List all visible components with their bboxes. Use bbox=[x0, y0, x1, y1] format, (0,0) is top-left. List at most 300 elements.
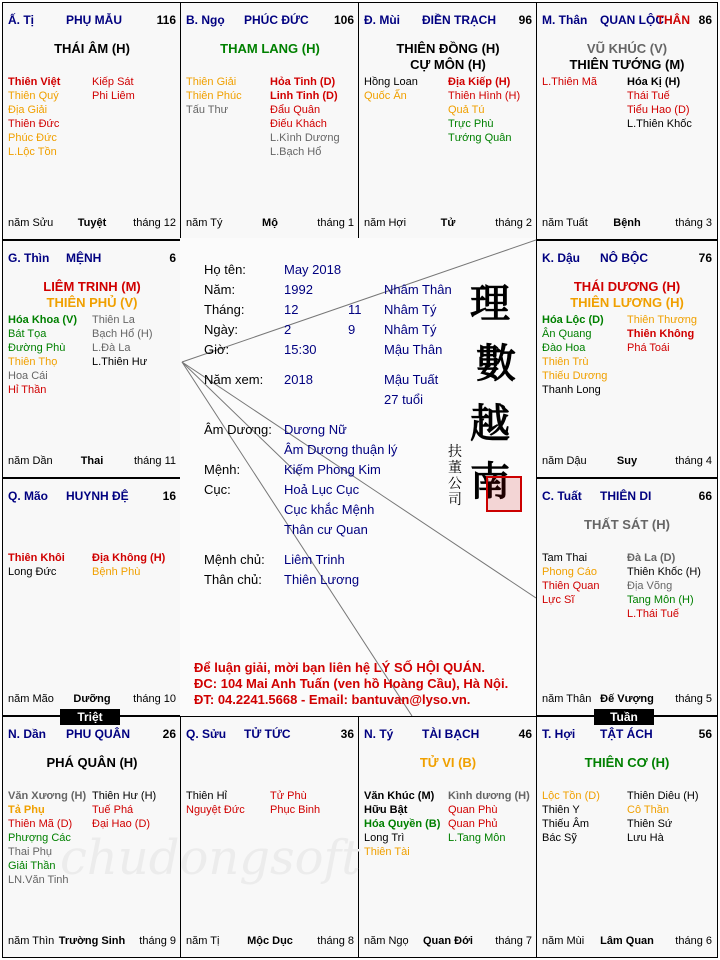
star: Đẩu Quân bbox=[270, 104, 321, 116]
view-year-label: Năm xem: bbox=[204, 372, 264, 387]
star: Quan Phủ bbox=[448, 818, 498, 830]
star: Ân Quang bbox=[542, 328, 592, 340]
palace-number: 86 bbox=[698, 13, 712, 27]
palace-position: Q. Sửu bbox=[186, 727, 227, 741]
palace-name: PHU QUÂN bbox=[66, 727, 131, 741]
palace-number: 16 bbox=[162, 489, 176, 503]
palace-number: 76 bbox=[698, 251, 712, 265]
palace-number: 36 bbox=[340, 727, 354, 741]
palace-dau bbox=[536, 240, 718, 478]
star: Phá Toái bbox=[627, 342, 670, 354]
stars-left bbox=[186, 789, 270, 817]
main-stars bbox=[537, 41, 717, 73]
palace-position: Q. Mão bbox=[8, 489, 49, 503]
palace-than bbox=[536, 2, 718, 240]
palace-header bbox=[542, 251, 712, 267]
star: Hóa Khoa (V) bbox=[8, 314, 78, 326]
calligraphy-small: 扶董公司 bbox=[448, 444, 462, 508]
palace-position: B. Ngọ bbox=[186, 13, 225, 27]
menh-chu-label: Mệnh chủ: bbox=[204, 552, 265, 567]
main-star: LIÊM TRINH (M) bbox=[43, 279, 141, 294]
star: Thiên Khốc (H) bbox=[627, 566, 701, 578]
stars-left bbox=[186, 75, 270, 159]
stars-right bbox=[92, 313, 176, 397]
palace-year: năm Tị bbox=[186, 935, 220, 947]
stars-right bbox=[627, 789, 712, 845]
name-label: Họ tên: bbox=[204, 262, 246, 277]
palace-month: tháng 1 bbox=[317, 217, 354, 229]
star: Tấu Thư bbox=[186, 104, 229, 116]
star: L.Thiên Mã bbox=[542, 76, 598, 88]
stars-left bbox=[8, 75, 92, 159]
star: Kình dương (H) bbox=[448, 790, 530, 802]
menh-label: Mệnh: bbox=[204, 462, 241, 477]
palace-ngo bbox=[180, 2, 360, 240]
star: Thiên Thương bbox=[627, 314, 698, 326]
star: Thiên Hình (H) bbox=[448, 90, 521, 102]
palace-month: tháng 3 bbox=[675, 217, 712, 229]
star: Thiên Quan bbox=[542, 580, 600, 592]
main-stars bbox=[181, 41, 359, 57]
star: Thái Tuế bbox=[627, 90, 670, 102]
star: Điếu Khách bbox=[270, 118, 327, 130]
stars-left bbox=[364, 75, 448, 145]
star: Hỏa Tinh (D) bbox=[270, 76, 336, 88]
minor-stars bbox=[542, 313, 712, 397]
main-stars bbox=[3, 279, 181, 311]
star: L.Lộc Tồn bbox=[8, 146, 57, 158]
star: Văn Khúc (M) bbox=[364, 790, 435, 802]
palace-name: THIÊN DI bbox=[600, 489, 652, 503]
palace-footer bbox=[8, 935, 176, 949]
palace-stage: Đế Vượng bbox=[600, 693, 654, 705]
palace-header bbox=[186, 727, 354, 743]
stars-right bbox=[270, 75, 354, 159]
palace-header bbox=[186, 13, 354, 29]
star: Hóa Lộc (D) bbox=[542, 314, 604, 326]
stars-left bbox=[542, 313, 627, 397]
main-stars bbox=[3, 41, 181, 57]
palace-position: N. Tý bbox=[364, 727, 394, 741]
star: L.Thiên Hư bbox=[92, 356, 148, 368]
stars-left bbox=[8, 313, 92, 397]
main-star: THAM LANG (H) bbox=[220, 41, 320, 56]
star: Phong Cáo bbox=[542, 566, 598, 578]
palace-month: tháng 9 bbox=[139, 935, 176, 947]
main-stars bbox=[537, 517, 717, 533]
star: Hóa Kị (H) bbox=[627, 76, 681, 88]
palace-footer bbox=[186, 935, 354, 949]
than-chu-value: Thiên Lương bbox=[284, 572, 360, 587]
minor-stars bbox=[8, 313, 176, 397]
palace-year: năm Tý bbox=[186, 217, 223, 229]
star: Bác Sỹ bbox=[542, 832, 577, 844]
palace-year: năm Dậu bbox=[542, 455, 587, 467]
star: Địa Kiếp (H) bbox=[448, 76, 511, 88]
palace-year: năm Tuất bbox=[542, 217, 588, 229]
main-star: PHÁ QUÂN (H) bbox=[46, 755, 138, 770]
star: Thiên Trù bbox=[542, 356, 589, 368]
palace-footer bbox=[8, 693, 176, 707]
palace-thin bbox=[2, 240, 182, 478]
month-label: Tháng: bbox=[204, 302, 245, 317]
palace-month: tháng 10 bbox=[133, 693, 176, 705]
palace-year: năm Mão bbox=[8, 693, 54, 705]
star: Đường Phù bbox=[8, 342, 66, 354]
palace-year: năm Hợi bbox=[364, 217, 407, 229]
palace-stage: Mộc Dục bbox=[247, 935, 293, 947]
palace-ti bbox=[358, 716, 538, 958]
main-star: THẤT SÁT (H) bbox=[584, 517, 670, 532]
star: Thiên Khôi bbox=[8, 552, 65, 564]
palace-month: tháng 8 bbox=[317, 935, 354, 947]
palace-name: TẬT ÁCH bbox=[600, 727, 653, 741]
palace-position: Đ. Mùi bbox=[364, 13, 400, 27]
palace-hoi bbox=[536, 716, 718, 958]
contact-line-1: Để luận giải, mời bạn liên hệ LÝ SỐ HỘI QUÁN. bbox=[194, 660, 485, 675]
stars-right bbox=[92, 551, 176, 579]
am-duong-value: Dương Nữ bbox=[284, 422, 347, 437]
star: Bạch Hổ (H) bbox=[92, 328, 153, 340]
main-star: THIÊN ĐỒNG (H) bbox=[396, 41, 500, 56]
star: L.Bạch Hổ bbox=[270, 146, 322, 158]
palace-header bbox=[8, 727, 176, 743]
star: Hoa Cái bbox=[8, 370, 48, 382]
star: Đà La (D) bbox=[627, 552, 676, 564]
palace-month: tháng 6 bbox=[675, 935, 712, 947]
star: Thiên Tài bbox=[364, 846, 410, 858]
star: Tuế Phá bbox=[92, 804, 134, 816]
star: Thiên Y bbox=[542, 804, 580, 816]
contact-line-2: ĐC: 104 Mai Anh Tuấn (ven hồ Hoàng Cầu), Hà Nội. bbox=[194, 676, 509, 691]
hour-can-chi: Mậu Thân bbox=[384, 342, 443, 357]
star: Thiên Không bbox=[627, 328, 695, 340]
palace-stage: Thai bbox=[80, 455, 104, 467]
palace-position: Ấ. Tị bbox=[8, 13, 34, 27]
month-lunar: 11 bbox=[348, 302, 362, 317]
star: Thiên Thọ bbox=[8, 356, 58, 368]
star: Bát Tọa bbox=[8, 328, 47, 340]
stars-right bbox=[92, 75, 176, 159]
star: Hóa Quyền (B) bbox=[364, 818, 441, 830]
star: Đại Hao (D) bbox=[92, 818, 151, 830]
star: Long Đức bbox=[8, 566, 57, 578]
star: Long Trì bbox=[364, 832, 405, 844]
star: Tử Phù bbox=[270, 790, 307, 802]
stars-right bbox=[448, 789, 532, 859]
palace-stage: Mộ bbox=[262, 217, 278, 229]
stars-left bbox=[364, 789, 448, 859]
palace-name: TÀI BẠCH bbox=[422, 727, 480, 741]
view-year-can-chi: Mậu Tuất bbox=[384, 372, 439, 387]
star: Địa Không (H) bbox=[92, 552, 166, 564]
palace-footer bbox=[542, 455, 712, 469]
stars-right bbox=[627, 551, 712, 621]
main-star: VŨ KHÚC (V) bbox=[586, 41, 668, 56]
palace-footer bbox=[8, 217, 176, 231]
minor-stars bbox=[542, 75, 712, 131]
palace-position: N. Dần bbox=[8, 727, 47, 741]
palace-footer bbox=[542, 935, 712, 949]
palace-year: năm Dần bbox=[8, 455, 53, 467]
year-value: 1992 bbox=[284, 282, 313, 297]
star: Thiên Diêu (H) bbox=[627, 790, 699, 802]
calligraphy-char-3: 越 bbox=[470, 400, 510, 447]
palace-mao bbox=[2, 478, 182, 716]
star: Kiếp Sát bbox=[92, 76, 134, 88]
minor-stars bbox=[186, 789, 354, 817]
minor-stars bbox=[542, 551, 712, 621]
palace-header bbox=[542, 727, 712, 743]
star: Phượng Các bbox=[8, 832, 71, 844]
palace-stage: Trường Sinh bbox=[58, 935, 126, 947]
palace-header bbox=[364, 727, 532, 743]
star: Hồng Loan bbox=[364, 76, 418, 88]
palace-footer bbox=[186, 217, 354, 231]
palace-ty bbox=[2, 2, 182, 240]
minor-stars bbox=[8, 551, 176, 579]
palace-stage: Tuyệt bbox=[77, 217, 107, 229]
star: Thiên La bbox=[92, 314, 135, 326]
am-duong-label: Âm Dương: bbox=[204, 422, 272, 437]
star: Thiên Sứ bbox=[627, 818, 673, 830]
star: Thanh Long bbox=[542, 384, 601, 396]
age-value: 27 tuổi bbox=[384, 392, 424, 407]
palace-month: tháng 5 bbox=[675, 693, 712, 705]
main-star: THÁI ÂM (H) bbox=[54, 41, 130, 56]
palace-footer bbox=[364, 935, 532, 949]
palace-number: 116 bbox=[156, 13, 176, 27]
main-stars bbox=[359, 41, 537, 73]
star: Hỉ Thần bbox=[8, 384, 47, 396]
palace-stage: Quan Đới bbox=[423, 935, 473, 947]
cuc-value-3: Thân cư Quan bbox=[284, 522, 368, 537]
palace-position: T. Hợi bbox=[542, 727, 576, 741]
seal-stamp-icon bbox=[486, 476, 522, 512]
center-info-panel bbox=[180, 238, 536, 716]
menh-value: Kiếm Phong Kim bbox=[284, 462, 381, 477]
triet-badge: Triệt bbox=[60, 709, 120, 725]
stars-right bbox=[627, 75, 712, 131]
palace-month: tháng 4 bbox=[675, 455, 712, 467]
palace-name: QUAN LỘC bbox=[600, 13, 664, 27]
star: Thiên Đức bbox=[8, 118, 60, 130]
star: Thiên Hư (H) bbox=[92, 790, 157, 802]
star: Lộc Tồn (D) bbox=[542, 790, 600, 802]
year-can-chi: Nhâm Thân bbox=[384, 282, 452, 297]
star: Địa Võng bbox=[627, 580, 673, 592]
month-solar: 12 bbox=[284, 302, 299, 317]
star: Quan Phù bbox=[448, 804, 498, 816]
star: Thai Phụ bbox=[8, 846, 53, 858]
star: Hữu Bật bbox=[364, 804, 408, 816]
minor-stars bbox=[8, 75, 176, 159]
main-star: THIÊN LƯƠNG (H) bbox=[570, 295, 684, 310]
palace-header bbox=[8, 489, 176, 505]
star: L.Đà La bbox=[92, 342, 131, 354]
palace-name: MỆNH bbox=[66, 251, 102, 265]
palace-stage: Suy bbox=[616, 455, 638, 467]
star: Trực Phù bbox=[448, 118, 494, 130]
menh-chu-value: Liêm Trinh bbox=[284, 552, 345, 567]
palace-header bbox=[8, 251, 176, 267]
palace-position: G. Thìn bbox=[8, 251, 50, 265]
view-year-value: 2018 bbox=[284, 372, 313, 387]
month-can-chi: Nhâm Tý bbox=[384, 302, 437, 317]
palace-footer bbox=[542, 217, 712, 231]
star: Tướng Quân bbox=[448, 132, 512, 144]
star: Bệnh Phù bbox=[92, 566, 141, 578]
star: Giải Thần bbox=[8, 860, 56, 872]
star: Thiên Phúc bbox=[186, 90, 242, 102]
main-star: THIÊN PHỦ (V) bbox=[46, 295, 138, 310]
star: Thiếu Dương bbox=[542, 370, 608, 382]
stars-right bbox=[448, 75, 532, 145]
star: Cô Thần bbox=[627, 804, 669, 816]
palace-number: 46 bbox=[518, 727, 532, 741]
palace-number: 66 bbox=[698, 489, 712, 503]
palace-header bbox=[364, 13, 532, 29]
palace-name: TỬ TỨC bbox=[244, 727, 291, 741]
than-marker: THÂN bbox=[656, 13, 690, 27]
hour-label: Giờ: bbox=[204, 342, 230, 357]
palace-name: PHÚC ĐỨC bbox=[244, 13, 309, 27]
palace-number: 106 bbox=[333, 13, 354, 27]
main-stars bbox=[359, 755, 537, 771]
palace-year: năm Mùi bbox=[542, 935, 585, 947]
minor-stars bbox=[364, 75, 532, 145]
star: Đào Hoa bbox=[542, 342, 586, 354]
calligraphy-char-2: 數 bbox=[476, 340, 516, 387]
palace-month: tháng 7 bbox=[495, 935, 532, 947]
star: Thiên Việt bbox=[8, 76, 61, 88]
name-value: May 2018 bbox=[284, 262, 342, 277]
main-stars bbox=[537, 755, 717, 771]
main-stars bbox=[3, 755, 181, 771]
star: Thiên Mã (D) bbox=[8, 818, 73, 830]
star: Linh Tinh (D) bbox=[270, 90, 338, 102]
cuc-label: Cục: bbox=[204, 482, 231, 497]
minor-stars bbox=[364, 789, 532, 859]
calligraphy-char-4: 南 bbox=[470, 458, 510, 505]
star: Thiếu Âm bbox=[542, 818, 590, 830]
main-stars bbox=[537, 279, 717, 311]
main-star: THIÊN CƠ (H) bbox=[584, 755, 670, 770]
main-star: THIÊN TƯỚNG (M) bbox=[569, 57, 685, 72]
day-lunar: 9 bbox=[348, 322, 356, 337]
stars-left bbox=[8, 551, 92, 579]
star: Phúc Đức bbox=[8, 132, 57, 144]
palace-position: K. Dậu bbox=[542, 251, 581, 265]
palace-mui bbox=[358, 2, 538, 240]
star: LN.Văn Tinh bbox=[8, 874, 69, 886]
palace-tuat bbox=[536, 478, 718, 716]
palace-year: năm Sửu bbox=[8, 217, 54, 229]
stars-left bbox=[542, 551, 627, 621]
day-can-chi: Nhâm Tý bbox=[384, 322, 437, 337]
palace-month: tháng 2 bbox=[495, 217, 532, 229]
main-star: CỰ MÔN (H) bbox=[410, 57, 486, 72]
star: Thiên Giải bbox=[186, 76, 237, 88]
palace-position: M. Thân bbox=[542, 13, 588, 27]
palace-stage: Dưỡng bbox=[73, 693, 111, 705]
star: Lưu Hà bbox=[627, 832, 664, 844]
palace-header bbox=[542, 489, 712, 505]
stars-right bbox=[627, 313, 712, 397]
palace-position: C. Tuất bbox=[542, 489, 582, 503]
palace-header bbox=[542, 13, 712, 29]
palace-name: HUYNH ĐỆ bbox=[66, 489, 129, 503]
palace-number: 56 bbox=[698, 727, 712, 741]
palace-stage: Bệnh bbox=[613, 217, 641, 229]
main-star: THÁI DƯƠNG (H) bbox=[573, 279, 681, 294]
star: L.Kình Dương bbox=[270, 132, 340, 144]
stars-left bbox=[542, 789, 627, 845]
star: Địa Giải bbox=[8, 104, 48, 116]
palace-year: năm Thìn bbox=[8, 935, 55, 947]
stars-left bbox=[542, 75, 627, 131]
palace-stage: Lâm Quan bbox=[600, 935, 654, 947]
watermark-text: chudongsoft bbox=[60, 830, 361, 886]
star: Phục Binh bbox=[270, 804, 321, 816]
palace-number: 26 bbox=[162, 727, 176, 741]
palace-footer bbox=[364, 217, 532, 231]
palace-header bbox=[8, 13, 176, 29]
tuan-badge: Tuần bbox=[594, 709, 654, 725]
star: Quả Tú bbox=[448, 104, 485, 116]
star: Thiên Quý bbox=[8, 90, 59, 102]
minor-stars bbox=[542, 789, 712, 845]
hour-value: 15:30 bbox=[284, 342, 317, 357]
palace-name: NÔ BỘC bbox=[600, 251, 648, 265]
star: Tiểu Hao (D) bbox=[627, 104, 690, 116]
contact-line-3: ĐT: 04.2241.5668 - Email: bantuvan@lyso.vn. bbox=[194, 692, 471, 707]
star: Văn Xương (H) bbox=[8, 790, 87, 802]
minor-stars bbox=[186, 75, 354, 159]
star: L.Thái Tuế bbox=[627, 608, 679, 620]
star: Quốc Ấn bbox=[364, 90, 407, 102]
palace-name: ĐIỀN TRẠCH bbox=[422, 13, 496, 27]
star: L.Thiên Khốc bbox=[627, 118, 692, 130]
palace-month: tháng 11 bbox=[133, 455, 176, 467]
main-star: TỬ VI (B) bbox=[419, 755, 477, 770]
star: Tả Phụ bbox=[8, 804, 45, 816]
palace-name: PHỤ MẪU bbox=[66, 13, 122, 27]
palace-footer bbox=[542, 693, 712, 707]
year-label: Năm: bbox=[204, 282, 236, 297]
palace-year: năm Thân bbox=[542, 693, 592, 705]
day-label: Ngày: bbox=[204, 322, 238, 337]
palace-footer bbox=[8, 455, 176, 469]
stars-right bbox=[270, 789, 354, 817]
star: Nguyệt Đức bbox=[186, 804, 245, 816]
palace-stage: Tử bbox=[440, 217, 456, 229]
star: Lực Sĩ bbox=[542, 594, 575, 606]
star: Tang Môn (H) bbox=[627, 594, 694, 606]
star: Phi Liêm bbox=[92, 90, 135, 102]
palace-month: tháng 12 bbox=[133, 217, 176, 229]
star: Tam Thai bbox=[542, 552, 588, 564]
star: L.Tang Môn bbox=[448, 832, 506, 844]
star: Thiên Hỉ bbox=[186, 790, 227, 802]
palace-number: 96 bbox=[518, 13, 532, 27]
cuc-value-2: Cục khắc Mệnh bbox=[284, 502, 375, 517]
than-chu-label: Thân chủ: bbox=[204, 572, 262, 587]
cuc-value: Hoả Lục Cục bbox=[284, 482, 360, 497]
am-duong-value-2: Âm Dương thuận lý bbox=[284, 442, 398, 457]
calligraphy-char-1: 理 bbox=[470, 280, 510, 327]
palace-number: 6 bbox=[169, 251, 176, 265]
